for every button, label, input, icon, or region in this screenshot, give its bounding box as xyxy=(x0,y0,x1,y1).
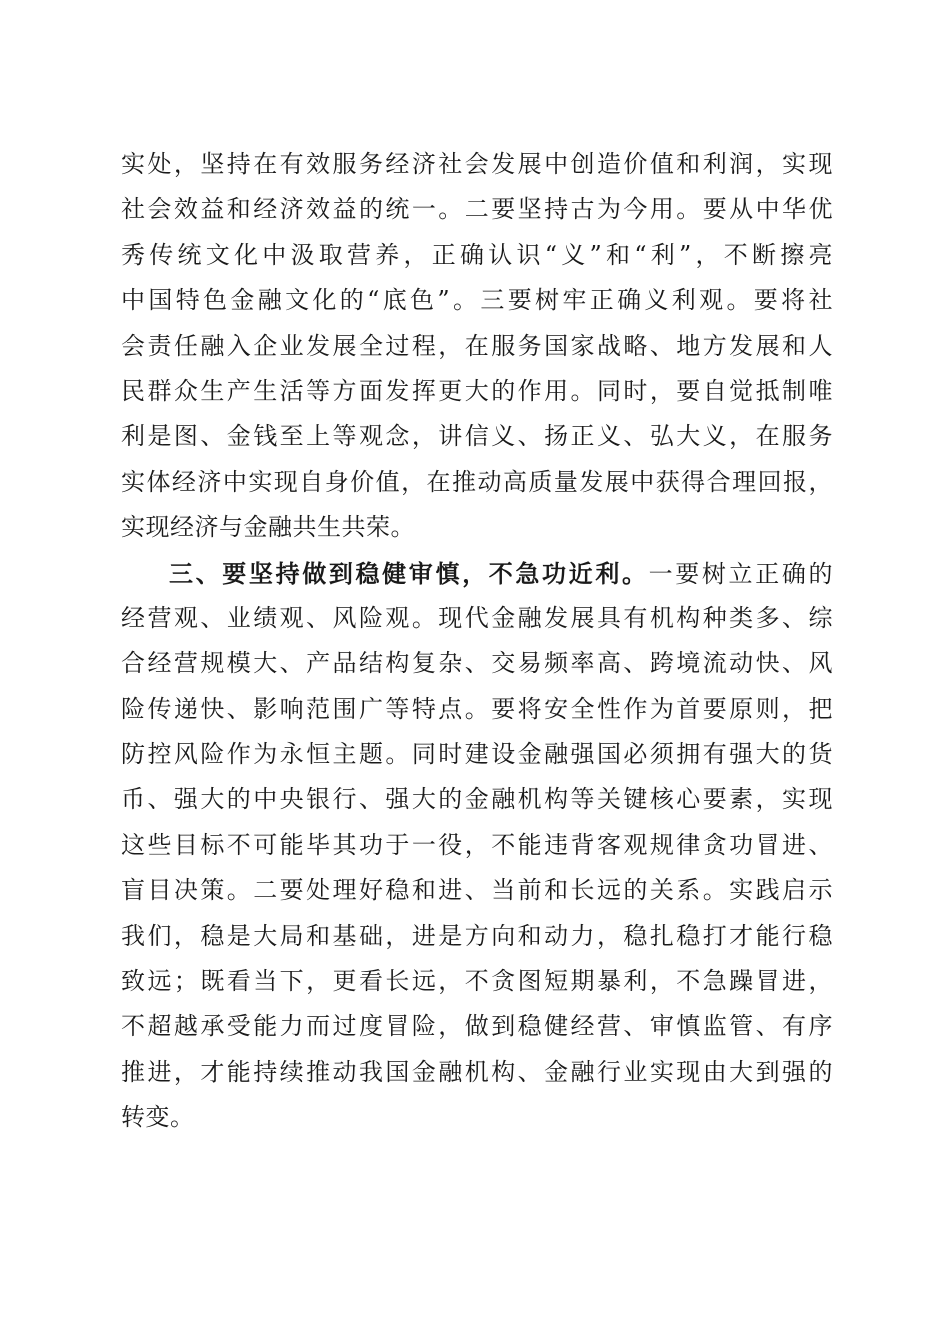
text-line: 盲目决策。二要处理好稳和进、当前和长远的关系。实践启示 xyxy=(121,876,833,905)
text-line: 会责任融入企业发展全过程，在服务国家战略、地方发展和人 xyxy=(121,331,833,360)
text-line: 转变。 xyxy=(121,1103,195,1132)
text-line: 实现经济与金融共生共荣。 xyxy=(121,513,415,542)
paragraph-first-line xyxy=(121,551,833,596)
text-line: 经营观、业绩观、风险观。现代金融发展具有机构种类多、综 xyxy=(121,603,833,632)
text-line: 致远；既看当下，更看长远，不贪图短期暴利，不急躁冒进， xyxy=(121,967,833,996)
text-line: 合经营规模大、产品结构复杂、交易频率高、跨境流动快、风 xyxy=(121,649,833,678)
text-line: 中国特色金融文化的“底色”。三要树牢正确义利观。要将社 xyxy=(121,286,833,315)
text-line: 秀传统文化中汲取营养，正确认识“义”和“利”，不断擦亮 xyxy=(121,240,833,269)
text-line: 币、强大的中央银行、强大的金融机构等关键核心要素，实现 xyxy=(121,785,833,814)
text-line: 我们，稳是大局和基础，进是方向和动力，稳扎稳打才能行稳 xyxy=(121,921,833,950)
text-line: 推进，才能持续推动我国金融机构、金融行业实现由大到强的 xyxy=(121,1057,833,1086)
document-body xyxy=(121,142,833,1141)
section-heading: 三、要坚持做到稳健审慎，不急功近利。 xyxy=(169,558,649,588)
text-line: 实体经济中实现自身价值，在推动高质量发展中获得合理回报， xyxy=(121,467,833,496)
text-line: 险传递快、影响范围广等特点。要将安全性作为首要原则，把 xyxy=(121,694,833,723)
text-line: 这些目标不可能毕其功于一役，不能违背客观规律贪功冒进、 xyxy=(121,830,833,859)
text-line: 社会效益和经济效益的统一。二要坚持古为今用。要从中华优 xyxy=(121,195,833,224)
paragraph-2 xyxy=(121,551,833,1141)
text-line: 防控风险作为永恒主题。同时建设金融强国必须拥有强大的货 xyxy=(121,740,833,769)
text-line: 实处，坚持在有效服务经济社会发展中创造价值和利润，实现 xyxy=(121,150,833,178)
text-line: 利是图、金钱至上等观念，讲信义、扬正义、弘大义，在服务 xyxy=(121,422,833,451)
text-span: 一要树立正确的 xyxy=(648,559,833,588)
text-line: 民群众生产生活等方面发挥更大的作用。同时，要自觉抵制唯 xyxy=(121,376,833,405)
paragraph-1 xyxy=(121,142,833,551)
text-line: 不超越承受能力而过度冒险，做到稳健经营、审慎监管、有序 xyxy=(121,1012,833,1041)
